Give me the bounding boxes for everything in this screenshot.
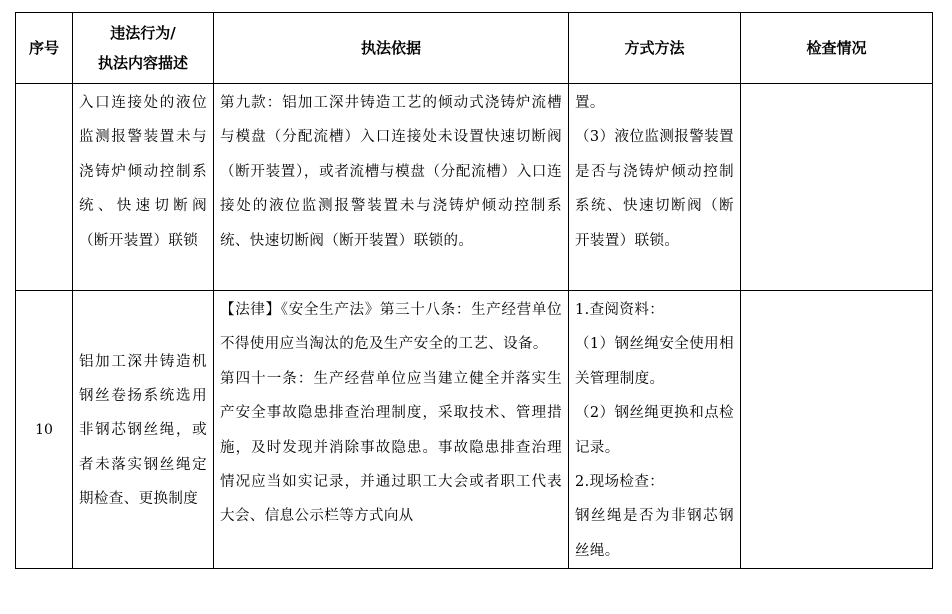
row-method-line: （3）液位监测报警装置是否与浇铸炉倾动控制系统、快速切断阀（断开装置）联锁。 [575,129,734,249]
row-seq [16,84,73,291]
row-basis-line: 【法律】《安全生产法》第三十八条：生产经营单位不得使用应当淘汰的危及生产安全的工艺、设备。 [220,302,562,353]
row-inspection [741,84,933,291]
row-violation-cell [73,84,214,291]
row-basis-line: 第四十一条：生产经营单位应当建立健全并落实生产安全事故隐患排查治理制度，采取技术、管理措施，及时发现并消除事故隐患。事故隐患排查治理情况应当如实记录，并通过职工大会或者职工代表大会、信息公示栏等方式向从 [220,370,562,525]
row-inspection [741,291,933,569]
table-row [16,84,933,291]
header-violation-line1: 违法行为/ [110,24,176,42]
header-method: 方式方法 [569,13,741,84]
row-method-line: （2）钢丝绳更换和点检记录。 [575,405,734,456]
row-violation: 铝加工深井铸造机钢丝卷扬系统选用非钢芯钢丝绳，或者未落实钢丝绳定期检查、更换制度 [79,353,207,508]
row-method-line: 1.查阅资料： [575,302,665,318]
row-seq: 10 [16,291,73,569]
header-seq: 序号 [16,13,73,84]
header-basis: 执法依据 [214,13,569,84]
regulation-table [15,12,933,569]
row-basis-cell [214,291,569,569]
row-method-line: （1）钢丝绳安全使用相关管理制度。 [575,336,734,387]
row-method-cell [569,84,741,291]
row-method-cell [569,291,741,569]
header-row [16,13,933,84]
header-inspection: 检查情况 [741,13,933,84]
row-method-line: 2.现场检查： [575,474,665,491]
header-violation [73,13,214,84]
row-violation-cell [73,291,214,569]
table-row [16,291,933,569]
row-violation: 入口连接处的液位监测报警装置未与浇铸炉倾动控制系统、快速切断阀（断开装置）联锁 [79,95,207,249]
row-method-line: 置。 [575,95,605,111]
row-method-line: 钢丝绳是否为非钢芯钢丝绳。 [575,508,734,559]
row-basis-cell [214,84,569,291]
row-basis: 第九款：铝加工深井铸造工艺的倾动式浇铸炉流槽与模盘（分配流槽）入口连接处未设置快速切断阀（断开装置），或者流槽与模盘（分配流槽）入口连接处的液位监测报警装置未与浇铸炉倾动控制系统、快速切断阀（断开装置）联锁的。 [220,95,562,249]
header-violation-line2: 执法内容描述 [97,54,188,72]
